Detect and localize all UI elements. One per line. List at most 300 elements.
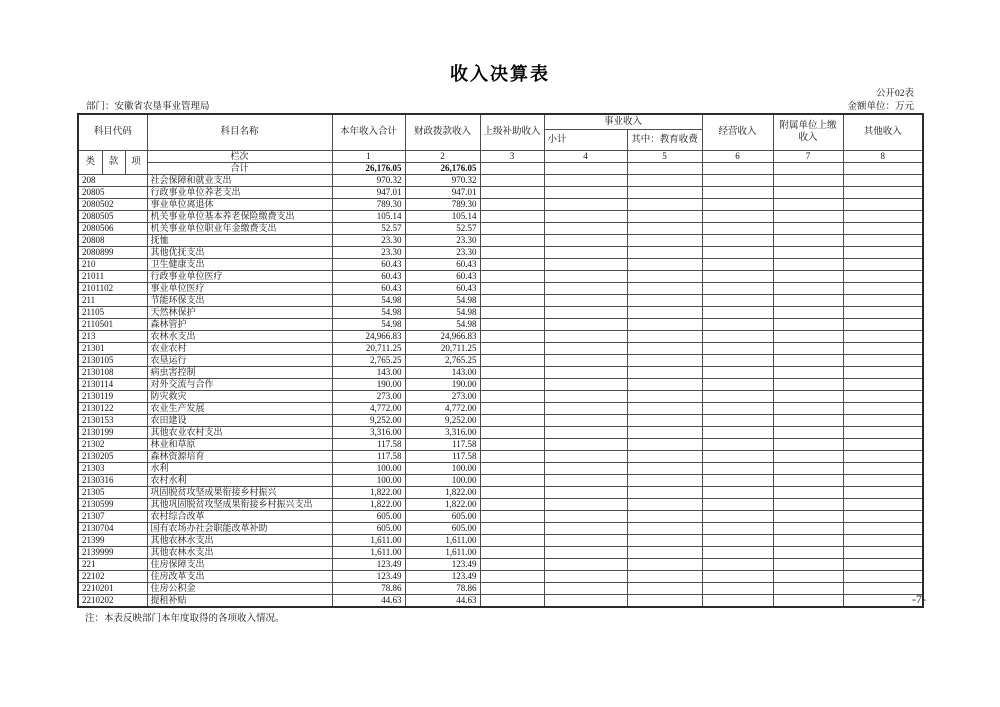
total-affiliated [773,162,843,174]
table-row [78,390,923,402]
header-row-column-index [78,150,923,162]
row-current-year-cell: 54.98 [332,294,405,306]
row-business-subtotal-cell [544,198,627,210]
row-code-cell: 208 [78,174,147,186]
total-row-label: 合计 [147,162,332,174]
row-business-subtotal-cell [544,270,627,282]
row-name-cell: 林业和草原 [147,438,332,450]
row-business-education-cell [627,174,702,186]
row-affiliated-cell [773,570,843,582]
row-superior-subsidy-cell [480,570,544,582]
row-operating-cell [702,546,773,558]
table-row [78,174,923,186]
row-business-subtotal-cell [544,558,627,570]
row-operating-cell [702,246,773,258]
row-affiliated-cell [773,318,843,330]
row-superior-subsidy-cell [480,438,544,450]
row-superior-subsidy-cell [480,546,544,558]
row-code-cell: 2101102 [78,282,147,294]
row-operating-cell [702,402,773,414]
row-fiscal-cell: 24,966.83 [405,330,480,342]
row-business-subtotal-cell [544,594,627,607]
row-current-year-cell: 44.63 [332,594,405,607]
row-code-cell: 2139999 [78,546,147,558]
column-number-1: 1 [332,150,405,162]
row-fiscal-cell: 54.98 [405,318,480,330]
row-superior-subsidy-cell [480,246,544,258]
row-other-cell [843,186,923,198]
row-code-cell: 21399 [78,534,147,546]
row-code-cell: 21301 [78,342,147,354]
table-row [78,246,923,258]
table-row [78,306,923,318]
row-other-cell [843,270,923,282]
row-superior-subsidy-cell [480,510,544,522]
row-operating-cell [702,234,773,246]
row-current-year-cell: 117.58 [332,438,405,450]
row-current-year-cell: 123.49 [332,558,405,570]
row-code-cell: 21011 [78,270,147,282]
row-current-year-cell: 24,966.83 [332,330,405,342]
total-superior-subsidy [480,162,544,174]
row-other-cell [843,174,923,186]
row-business-education-cell [627,366,702,378]
row-current-year-cell: 1,611.00 [332,546,405,558]
header-business-education: 其中：教育收费 [627,129,702,150]
row-business-education-cell [627,390,702,402]
row-operating-cell [702,438,773,450]
table-row [78,486,923,498]
row-operating-cell [702,414,773,426]
row-business-subtotal-cell [544,378,627,390]
row-superior-subsidy-cell [480,174,544,186]
row-affiliated-cell [773,186,843,198]
row-code-cell: 213 [78,330,147,342]
row-superior-subsidy-cell [480,450,544,462]
row-current-year-cell: 78.86 [332,582,405,594]
row-affiliated-cell [773,462,843,474]
table-row [78,510,923,522]
row-other-cell [843,210,923,222]
table-row [78,546,923,558]
row-business-subtotal-cell [544,450,627,462]
row-business-education-cell [627,534,702,546]
row-other-cell [843,570,923,582]
row-current-year-cell: 60.43 [332,270,405,282]
row-fiscal-cell: 970.32 [405,174,480,186]
column-number-4: 4 [544,150,627,162]
row-fiscal-cell: 2,765.25 [405,354,480,366]
row-superior-subsidy-cell [480,186,544,198]
row-other-cell [843,438,923,450]
row-code-cell: 2080502 [78,198,147,210]
row-other-cell [843,462,923,474]
total-current-year: 26,176.05 [332,162,405,174]
row-affiliated-cell [773,174,843,186]
row-business-subtotal-cell [544,354,627,366]
row-code-cell: 2130122 [78,402,147,414]
row-superior-subsidy-cell [480,330,544,342]
table-row [78,438,923,450]
row-other-cell [843,282,923,294]
row-affiliated-cell [773,414,843,426]
row-fiscal-cell: 605.00 [405,522,480,534]
row-business-subtotal-cell [544,474,627,486]
row-affiliated-cell [773,234,843,246]
row-business-education-cell [627,198,702,210]
table-row [78,354,923,366]
row-affiliated-cell [773,438,843,450]
header-business-subtotal: 小计 [544,129,627,150]
row-code-cell: 2110501 [78,318,147,330]
row-business-subtotal-cell [544,462,627,474]
row-name-cell: 其他优抚支出 [147,246,332,258]
row-superior-subsidy-cell [480,486,544,498]
row-business-education-cell [627,594,702,607]
row-other-cell [843,486,923,498]
row-affiliated-cell [773,486,843,498]
row-other-cell [843,546,923,558]
total-business-education [627,162,702,174]
row-operating-cell [702,426,773,438]
row-fiscal-cell: 105.14 [405,210,480,222]
row-current-year-cell: 100.00 [332,474,405,486]
row-superior-subsidy-cell [480,582,544,594]
table-row [78,222,923,234]
row-code-cell: 2130105 [78,354,147,366]
row-fiscal-cell: 44.63 [405,594,480,607]
row-business-education-cell [627,510,702,522]
row-business-subtotal-cell [544,534,627,546]
row-affiliated-cell [773,366,843,378]
row-code-cell: 2130199 [78,426,147,438]
row-other-cell [843,402,923,414]
column-number-5: 5 [627,150,702,162]
row-name-cell: 森林管护 [147,318,332,330]
row-name-cell: 水利 [147,462,332,474]
table-row [78,582,923,594]
income-table [77,113,924,608]
row-code-cell: 2130153 [78,414,147,426]
total-fiscal: 26,176.05 [405,162,480,174]
row-current-year-cell: 105.14 [332,210,405,222]
row-fiscal-cell: 54.98 [405,294,480,306]
row-other-cell [843,294,923,306]
row-fiscal-cell: 605.00 [405,510,480,522]
row-fiscal-cell: 100.00 [405,462,480,474]
row-affiliated-cell [773,426,843,438]
row-other-cell [843,378,923,390]
row-name-cell: 农业农村 [147,342,332,354]
row-other-cell [843,534,923,546]
row-name-cell: 病虫害控制 [147,366,332,378]
row-name-cell: 事业单位离退休 [147,198,332,210]
row-superior-subsidy-cell [480,498,544,510]
row-current-year-cell: 789.30 [332,198,405,210]
row-name-cell: 巩固脱贫攻坚成果衔接乡村振兴 [147,486,332,498]
row-affiliated-cell [773,246,843,258]
row-superior-subsidy-cell [480,426,544,438]
row-name-cell: 住房保障支出 [147,558,332,570]
row-operating-cell [702,582,773,594]
header-current-year-total: 本年收入合计 [332,114,405,150]
row-business-education-cell [627,210,702,222]
row-superior-subsidy-cell [480,402,544,414]
row-operating-cell [702,330,773,342]
row-business-education-cell [627,354,702,366]
row-other-cell [843,222,923,234]
row-operating-cell [702,558,773,570]
row-business-subtotal-cell [544,234,627,246]
header-row-main [78,114,923,129]
row-fiscal-cell: 123.49 [405,558,480,570]
row-business-education-cell [627,306,702,318]
row-operating-cell [702,450,773,462]
row-operating-cell [702,198,773,210]
table-row [78,462,923,474]
row-operating-cell [702,378,773,390]
row-fiscal-cell: 60.43 [405,282,480,294]
column-index-label: 栏次 [147,150,332,162]
row-affiliated-cell [773,270,843,282]
row-affiliated-cell [773,582,843,594]
row-fiscal-cell: 78.86 [405,582,480,594]
row-superior-subsidy-cell [480,462,544,474]
row-fiscal-cell: 789.30 [405,198,480,210]
row-affiliated-cell [773,510,843,522]
row-superior-subsidy-cell [480,282,544,294]
row-operating-cell [702,366,773,378]
row-current-year-cell: 1,822.00 [332,486,405,498]
table-row [78,402,923,414]
row-fiscal-cell: 3,316.00 [405,426,480,438]
row-operating-cell [702,258,773,270]
row-affiliated-cell [773,594,843,607]
row-name-cell: 国有农场办社会职能改革补助 [147,522,332,534]
row-affiliated-cell [773,558,843,570]
row-current-year-cell: 2,765.25 [332,354,405,366]
row-business-subtotal-cell [544,246,627,258]
row-operating-cell [702,270,773,282]
column-number-7: 7 [773,150,843,162]
header-code-class: 类 [78,150,102,174]
row-business-education-cell [627,234,702,246]
row-business-subtotal-cell [544,174,627,186]
row-business-education-cell [627,570,702,582]
row-affiliated-cell [773,306,843,318]
row-business-subtotal-cell [544,306,627,318]
page-number: -7- [912,592,926,606]
row-current-year-cell: 605.00 [332,510,405,522]
row-business-subtotal-cell [544,414,627,426]
row-code-cell: 21105 [78,306,147,318]
row-name-cell: 其他农业农村支出 [147,426,332,438]
row-superior-subsidy-cell [480,234,544,246]
row-business-subtotal-cell [544,258,627,270]
row-business-education-cell [627,222,702,234]
row-name-cell: 住房改革支出 [147,570,332,582]
row-other-cell [843,414,923,426]
row-fiscal-cell: 117.58 [405,450,480,462]
row-affiliated-cell [773,354,843,366]
row-other-cell [843,474,923,486]
table-row [78,450,923,462]
row-affiliated-cell [773,294,843,306]
header-other-income: 其他收入 [843,114,923,150]
row-business-education-cell [627,318,702,330]
row-code-cell: 210 [78,258,147,270]
row-name-cell: 农林水支出 [147,330,332,342]
row-name-cell: 抚恤 [147,234,332,246]
page-title: 收入决算表 [450,64,550,84]
row-business-education-cell [627,414,702,426]
row-operating-cell [702,474,773,486]
row-superior-subsidy-cell [480,474,544,486]
row-code-cell: 2080899 [78,246,147,258]
row-operating-cell [702,594,773,607]
row-superior-subsidy-cell [480,318,544,330]
table-row [78,186,923,198]
row-operating-cell [702,534,773,546]
row-name-cell: 其他农林水支出 [147,534,332,546]
row-superior-subsidy-cell [480,354,544,366]
row-current-year-cell: 3,316.00 [332,426,405,438]
header-business-income: 事业收入 [544,114,702,129]
row-operating-cell [702,282,773,294]
row-business-education-cell [627,450,702,462]
row-name-cell: 对外交流与合作 [147,378,332,390]
row-current-year-cell: 54.98 [332,318,405,330]
column-number-6: 6 [702,150,773,162]
row-fiscal-cell: 273.00 [405,390,480,402]
header-code-section: 款 [102,150,125,174]
row-name-cell: 天然林保护 [147,306,332,318]
header-code-item: 项 [125,150,147,174]
row-current-year-cell: 970.32 [332,174,405,186]
row-other-cell [843,558,923,570]
row-superior-subsidy-cell [480,198,544,210]
row-name-cell: 农村综合改革 [147,510,332,522]
row-name-cell: 农业生产发展 [147,402,332,414]
row-business-subtotal-cell [544,438,627,450]
total-business-subtotal [544,162,627,174]
row-code-cell: 2210202 [78,594,147,607]
row-business-subtotal-cell [544,498,627,510]
row-fiscal-cell: 190.00 [405,378,480,390]
row-affiliated-cell [773,402,843,414]
row-name-cell: 行政事业单位养老支出 [147,186,332,198]
row-other-cell [843,258,923,270]
table-row [78,522,923,534]
row-fiscal-cell: 9,252.00 [405,414,480,426]
column-number-8: 8 [843,150,923,162]
table-row [78,414,923,426]
row-other-cell [843,522,923,534]
row-name-cell: 节能环保支出 [147,294,332,306]
row-business-subtotal-cell [544,318,627,330]
table-row [78,594,923,607]
row-current-year-cell: 100.00 [332,462,405,474]
table-row [78,318,923,330]
row-operating-cell [702,318,773,330]
table-note: 注：本表反映部门本年度取得的各项收入情况。 [85,613,285,624]
row-operating-cell [702,522,773,534]
row-affiliated-cell [773,282,843,294]
row-business-subtotal-cell [544,294,627,306]
row-superior-subsidy-cell [480,294,544,306]
row-affiliated-cell [773,534,843,546]
row-current-year-cell: 947.01 [332,186,405,198]
row-fiscal-cell: 117.58 [405,438,480,450]
row-operating-cell [702,510,773,522]
row-operating-cell [702,486,773,498]
row-affiliated-cell [773,450,843,462]
column-number-3: 3 [480,150,544,162]
row-superior-subsidy-cell [480,366,544,378]
table-row [78,330,923,342]
row-affiliated-cell [773,210,843,222]
header-operating-income: 经营收入 [702,114,773,150]
row-business-subtotal-cell [544,546,627,558]
row-other-cell [843,306,923,318]
row-other-cell [843,318,923,330]
row-affiliated-cell [773,222,843,234]
row-business-education-cell [627,378,702,390]
row-business-subtotal-cell [544,522,627,534]
row-business-education-cell [627,186,702,198]
row-fiscal-cell: 123.49 [405,570,480,582]
row-name-cell: 农村水利 [147,474,332,486]
row-business-education-cell [627,342,702,354]
row-business-education-cell [627,258,702,270]
row-fiscal-cell: 52.57 [405,222,480,234]
row-operating-cell [702,210,773,222]
row-business-education-cell [627,522,702,534]
table-row [78,558,923,570]
row-name-cell: 行政事业单位医疗 [147,270,332,282]
row-superior-subsidy-cell [480,594,544,607]
row-code-cell: 21307 [78,510,147,522]
income-table-wrapper [77,113,923,624]
row-current-year-cell: 1,822.00 [332,498,405,510]
row-business-subtotal-cell [544,210,627,222]
table-row [78,294,923,306]
row-superior-subsidy-cell [480,306,544,318]
row-current-year-cell: 605.00 [332,522,405,534]
row-fiscal-cell: 143.00 [405,366,480,378]
row-business-subtotal-cell [544,402,627,414]
row-operating-cell [702,174,773,186]
row-current-year-cell: 4,772.00 [332,402,405,414]
row-name-cell: 卫生健康支出 [147,258,332,270]
row-business-education-cell [627,462,702,474]
row-code-cell: 21305 [78,486,147,498]
row-business-education-cell [627,486,702,498]
row-business-subtotal-cell [544,342,627,354]
row-other-cell [843,330,923,342]
row-business-education-cell [627,246,702,258]
row-affiliated-cell [773,378,843,390]
row-code-cell: 2130119 [78,390,147,402]
row-affiliated-cell [773,258,843,270]
row-current-year-cell: 23.30 [332,234,405,246]
row-superior-subsidy-cell [480,210,544,222]
table-body [78,174,923,607]
table-row [78,282,923,294]
header-fiscal-appropriation: 财政拨款收入 [405,114,480,150]
row-name-cell: 提租补贴 [147,594,332,607]
row-code-cell: 21303 [78,462,147,474]
